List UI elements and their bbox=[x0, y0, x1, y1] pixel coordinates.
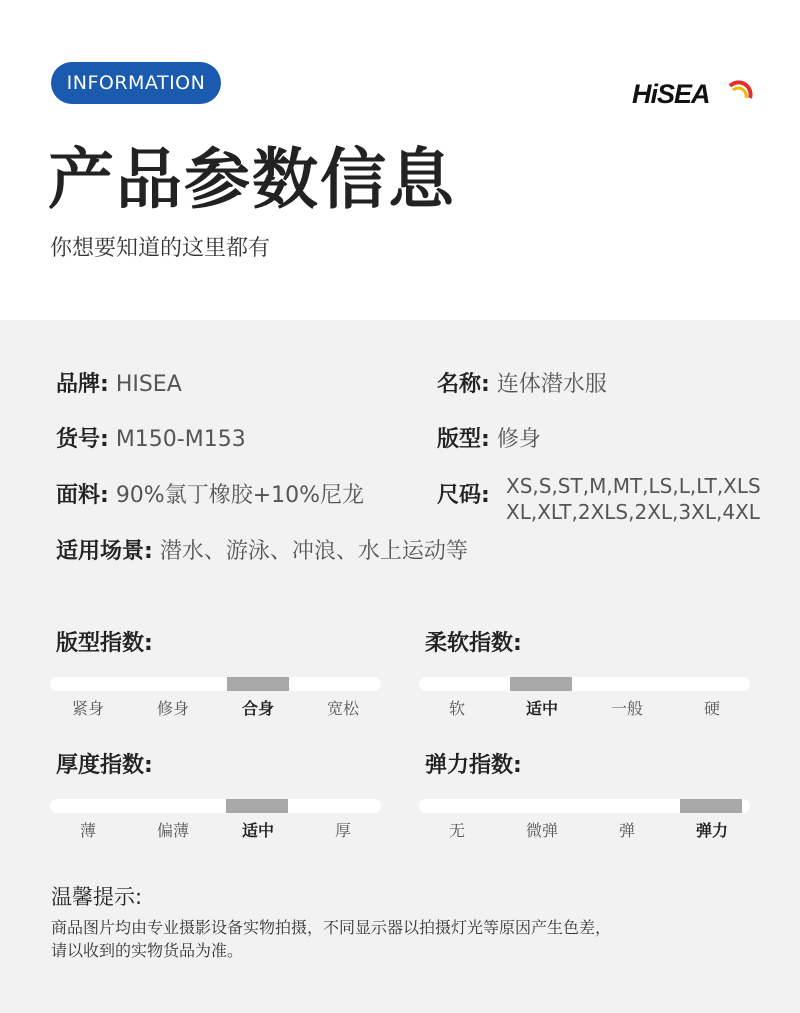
spec-usage bbox=[56, 537, 468, 567]
spec-brand bbox=[56, 370, 182, 400]
spec-size bbox=[437, 481, 490, 511]
softness-index-bar bbox=[419, 677, 750, 691]
spec-name bbox=[437, 370, 607, 400]
thickness-index-label: 偏薄 bbox=[156, 821, 189, 840]
spec-value: 潜水、游泳、冲浪、水上运动等 bbox=[159, 539, 468, 564]
elasticity-index-title: 弹力指数: bbox=[425, 753, 522, 778]
size-values-line1: XS,S,ST,M,MT,LS,L,LT,XLS bbox=[506, 474, 761, 498]
spec-value: M150-M153 bbox=[115, 427, 246, 452]
spec-value: 连体潜水服 bbox=[496, 372, 607, 397]
spec-label: 版型: bbox=[437, 427, 490, 452]
hisea-logo bbox=[632, 76, 754, 106]
thickness-index-label: 薄 bbox=[79, 821, 96, 840]
spec-label: 适用场景: bbox=[56, 539, 153, 564]
spec-label: 尺码: bbox=[437, 483, 490, 508]
tips-line: 商品图片均由专业摄影设备实物拍摄，不同显示器以拍摄灯光等原因产生色差， bbox=[51, 918, 612, 937]
elasticity-index-bar bbox=[419, 799, 750, 813]
fit-index-label: 宽松 bbox=[326, 699, 359, 718]
elasticity-index-marker bbox=[680, 799, 742, 813]
fit-index-title: 版型指数: bbox=[56, 631, 153, 656]
spec-fit bbox=[437, 425, 541, 455]
thickness-index-label: 厚 bbox=[334, 821, 351, 840]
softness-index-label-selected: 适中 bbox=[525, 699, 558, 718]
spec-label: 货号: bbox=[56, 427, 109, 452]
elasticity-index-label: 弹 bbox=[618, 821, 635, 840]
spec-value: 修身 bbox=[496, 427, 541, 452]
thickness-index-title: 厚度指数: bbox=[56, 753, 153, 778]
tips-text bbox=[51, 916, 771, 962]
fit-index-label-selected: 合身 bbox=[241, 699, 274, 718]
elasticity-index-label-selected: 弹力 bbox=[695, 821, 728, 840]
size-values-line2: XL,XLT,2XLS,2XL,3XL,4XL bbox=[506, 500, 760, 524]
elasticity-index-label: 无 bbox=[448, 821, 465, 840]
softness-index-label: 硬 bbox=[703, 699, 720, 718]
header-section bbox=[0, 0, 800, 320]
page-subtitle: 你想要知道的这里都有 bbox=[50, 236, 271, 261]
spec-label: 面料: bbox=[56, 483, 109, 508]
size-values bbox=[506, 473, 796, 525]
spec-model bbox=[56, 425, 246, 455]
spec-label: 品牌: bbox=[56, 372, 109, 397]
softness-index-marker bbox=[510, 677, 572, 691]
spec-material bbox=[56, 481, 364, 511]
softness-index-title: 柔软指数: bbox=[425, 631, 522, 656]
fit-index-label: 修身 bbox=[156, 699, 189, 718]
thickness-index-bar bbox=[50, 799, 381, 813]
tips-title: 温馨提示: bbox=[51, 885, 143, 909]
fit-index-bar bbox=[50, 677, 381, 691]
softness-index-label: 一般 bbox=[610, 699, 643, 718]
softness-index-label: 软 bbox=[448, 699, 465, 718]
page-title: 产品参数信息 bbox=[48, 141, 456, 218]
spec-value: 90%氯丁橡胶+10%尼龙 bbox=[115, 483, 365, 508]
tips-line: 请以收到的实物货品为准。 bbox=[51, 941, 244, 960]
spec-value: HISEA bbox=[115, 372, 182, 397]
fit-index-label: 紧身 bbox=[71, 699, 104, 718]
elasticity-index-label: 微弹 bbox=[525, 821, 558, 840]
spec-label: 名称: bbox=[437, 372, 490, 397]
svg-text:HiSEA: HiSEA bbox=[632, 79, 710, 106]
fit-index-marker bbox=[227, 677, 289, 691]
information-badge: INFORMATION bbox=[51, 62, 221, 104]
thickness-index-label-selected: 适中 bbox=[241, 821, 274, 840]
thickness-index-marker bbox=[226, 799, 288, 813]
